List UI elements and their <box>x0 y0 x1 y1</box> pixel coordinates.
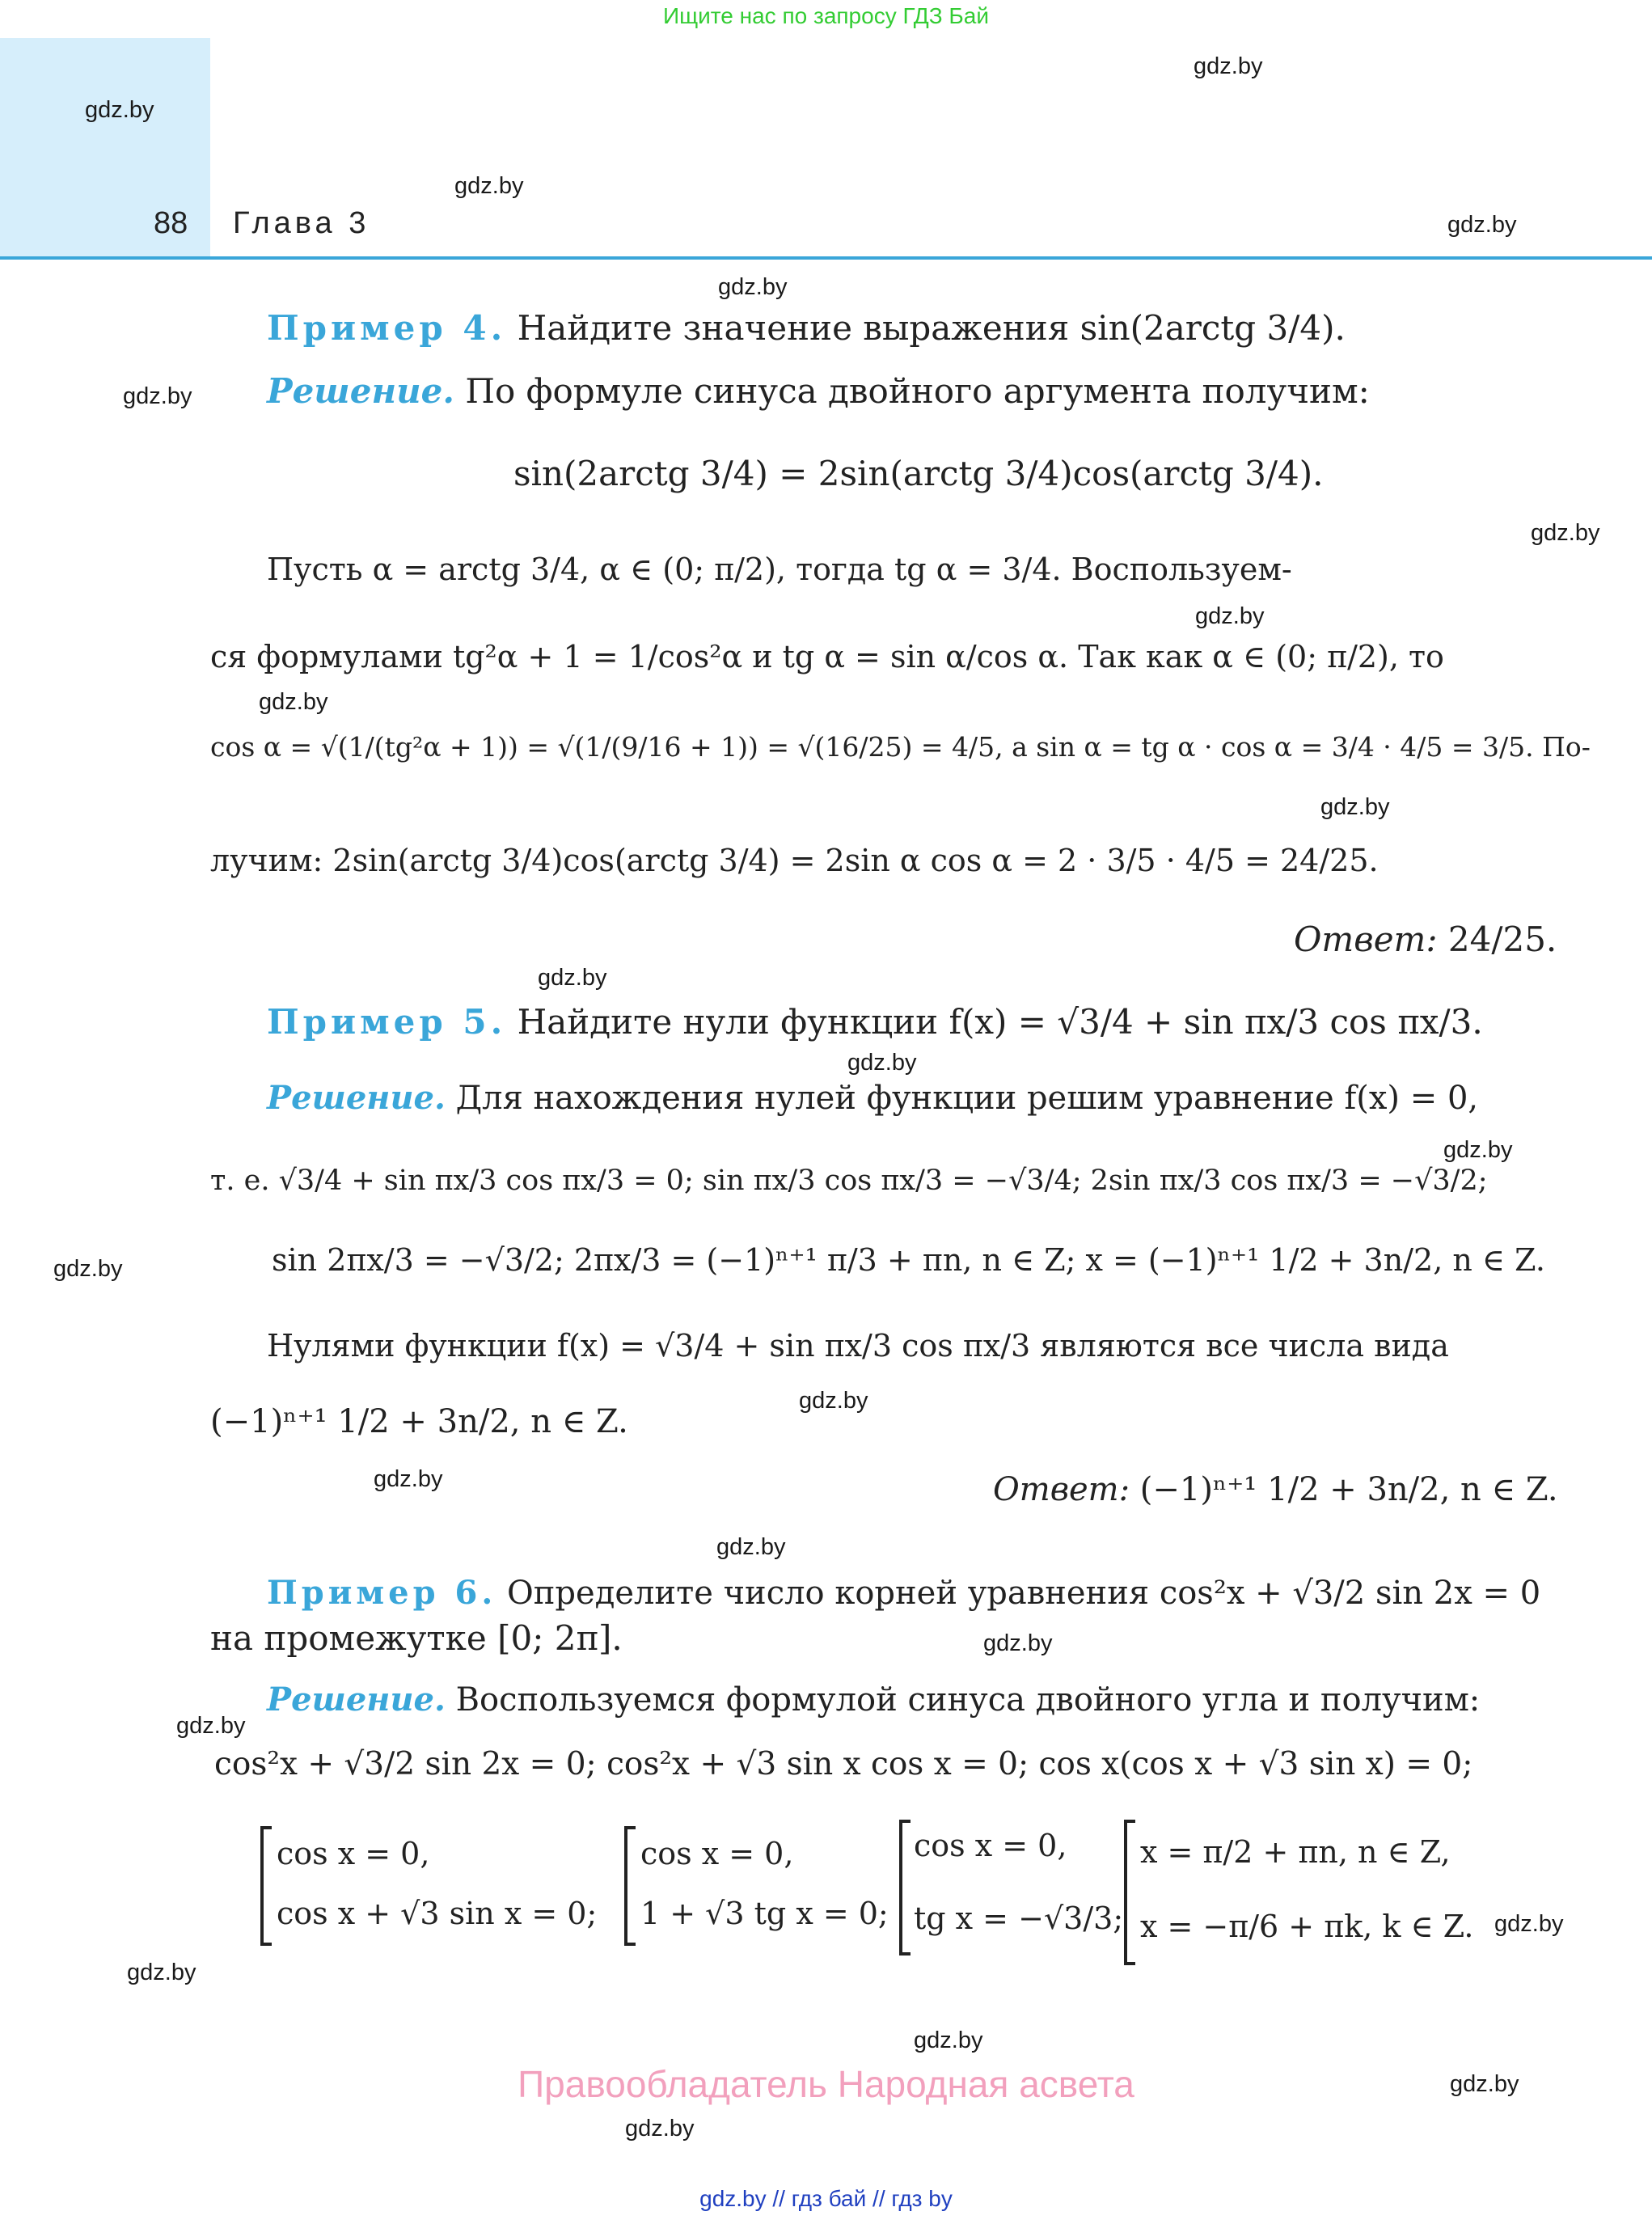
example4-task <box>267 306 1346 351</box>
watermark: gdz.by <box>176 1713 246 1739</box>
example6-solution-text: Воспользуемся формулой синуса двойного угла и получим: <box>445 1681 1481 1719</box>
watermark: gdz.by <box>85 97 154 123</box>
watermark: gdz.by <box>716 1534 786 1560</box>
watermark: gdz.by <box>1494 1911 1564 1937</box>
example5-line2: т. е. √3/4 + sin πx/3 cos πx/3 = 0; sin πx/3 cos πx/3 = −√3/4; 2sin πx/3 cos πx/3 = −√3/2; <box>210 1165 1488 1197</box>
chapter-title: Глава 3 <box>233 206 370 240</box>
example4-task-text: Найдите значение выражения sin(2arctg 3/4). <box>506 308 1346 348</box>
system1-eq2: cos x + √3 sin x = 0; <box>277 1896 598 1931</box>
header-divider <box>0 256 1652 260</box>
example5-task-text: Найдите нули функции f(x) = √3/4 + sin πx/3 cos πx/3. <box>506 1002 1483 1042</box>
example5-solution-text: Для нахождения нулей функции решим уравнение f(x) = 0, <box>445 1080 1479 1117</box>
watermark: gdz.by <box>53 1256 123 1282</box>
watermark: gdz.by <box>1194 53 1263 79</box>
watermark: gdz.by <box>914 2027 983 2053</box>
page-number: 88 <box>154 206 188 240</box>
example5-solution-label: Решение. <box>267 1079 446 1117</box>
system-bracket <box>260 1826 272 1946</box>
system2-eq1: cos x = 0, <box>640 1836 794 1871</box>
watermark: gdz.by <box>374 1466 443 1492</box>
example4-label: Пример 4. <box>267 308 507 348</box>
watermark: gdz.by <box>1531 520 1600 546</box>
watermark: gdz.by <box>983 1630 1053 1656</box>
example6-solution-label: Решение. <box>267 1681 446 1719</box>
watermark: gdz.by <box>259 689 328 715</box>
example4-line5: лучим: 2sin(arctg 3/4)cos(arctg 3/4) = 2sin α cos α = 2 · 3/5 · 4/5 = 24/25. <box>210 843 1379 878</box>
watermark: gdz.by <box>1450 2071 1519 2097</box>
system3-eq1: cos x = 0, <box>914 1828 1067 1863</box>
watermark: gdz.by <box>847 1050 917 1076</box>
system4-eq1: x = π/2 + πn, n ∈ Z, <box>1140 1834 1451 1870</box>
footer-links[interactable]: gdz.by // гдз бай // гдз by <box>699 2186 953 2211</box>
example5-answer-label: Ответ: <box>993 1471 1130 1508</box>
copyright-notice: Правообладатель Народная асвета <box>518 2063 1134 2105</box>
watermark: gdz.by <box>538 965 607 991</box>
example5-line3: sin 2πx/3 = −√3/2; 2πx/3 = (−1)ⁿ⁺¹ π/3 + πn, n ∈ Z; x = (−1)ⁿ⁺¹ 1/2 + 3n/2, n ∈ Z. <box>272 1242 1545 1278</box>
example4-answer-label: Ответ: <box>1294 920 1438 959</box>
example4-line2: Пусть α = arctg 3/4, α ∈ (0; π/2), тогда tg α = 3/4. Воспользуем- <box>267 552 1292 587</box>
top-banner[interactable]: Ищите нас по запросу ГДЗ Бай <box>662 3 990 28</box>
example6-line2: cos²x + √3/2 sin 2x = 0; cos²x + √3 sin x cos x = 0; cos x(cos x + √3 sin x) = 0; <box>214 1746 1473 1782</box>
system-bracket <box>899 1820 911 1956</box>
watermark: gdz.by <box>625 2116 695 2142</box>
watermark: gdz.by <box>1447 212 1517 238</box>
example4-solution <box>267 369 1370 414</box>
watermark: gdz.by <box>127 1960 196 1985</box>
example4-formula: sin(2arctg 3/4) = 2sin(arctg 3/4)cos(arctg 3/4). <box>513 454 1324 493</box>
system2-eq2: 1 + √3 tg x = 0; <box>640 1896 889 1931</box>
example6-task <box>267 1571 1540 1616</box>
example4-line4: cos α = √(1/(tg²α + 1)) = √(1/(9/16 + 1)) = √(16/25) = 4/5, а sin α = tg α · cos α = 3/4 · 4/5 = 3/5. По- <box>210 731 1591 763</box>
system3-eq2: tg x = −√3/3; <box>914 1901 1124 1936</box>
example5-label: Пример 5. <box>267 1002 507 1042</box>
example5-solution <box>267 1076 1478 1121</box>
watermark: gdz.by <box>1195 603 1265 629</box>
watermark: gdz.by <box>123 383 192 409</box>
example4-line3: ся формулами tg²α + 1 = 1/cos²α и tg α = sin α/cos α. Так как α ∈ (0; π/2), то <box>210 639 1444 674</box>
example6-task-text: Определите число корней уравнения cos²x + √3/2 sin 2x = 0 <box>496 1575 1541 1612</box>
example5-line5: (−1)ⁿ⁺¹ 1/2 + 3n/2, n ∈ Z. <box>210 1403 628 1440</box>
example4-answer <box>1294 917 1557 962</box>
watermark: gdz.by <box>454 173 524 199</box>
system4-eq2: x = −π/6 + πk, k ∈ Z. <box>1140 1909 1474 1944</box>
example4-solution-label: Решение. <box>267 371 454 411</box>
example5-answer-value: (−1)ⁿ⁺¹ 1/2 + 3n/2, n ∈ Z. <box>1130 1471 1558 1508</box>
watermark: gdz.by <box>799 1388 868 1414</box>
example5-line4: Нулями функции f(x) = √3/4 + sin πx/3 cos πx/3 являются все числа вида <box>267 1328 1449 1364</box>
example4-solution-text: По формуле синуса двойного аргумента получим: <box>454 371 1370 411</box>
example6-solution <box>267 1677 1480 1723</box>
watermark: gdz.by <box>1443 1137 1513 1163</box>
watermark: gdz.by <box>718 274 788 300</box>
example6-task2: на промежутке [0; 2π]. <box>210 1618 623 1658</box>
system-bracket <box>624 1826 636 1946</box>
example5-task <box>267 1000 1483 1045</box>
watermark: gdz.by <box>1320 794 1390 820</box>
example6-label: Пример 6. <box>267 1574 497 1612</box>
example5-answer <box>993 1467 1558 1512</box>
example4-answer-value: 24/25. <box>1437 920 1557 959</box>
system-bracket <box>1124 1820 1135 1965</box>
system1-eq1: cos x = 0, <box>277 1836 430 1871</box>
